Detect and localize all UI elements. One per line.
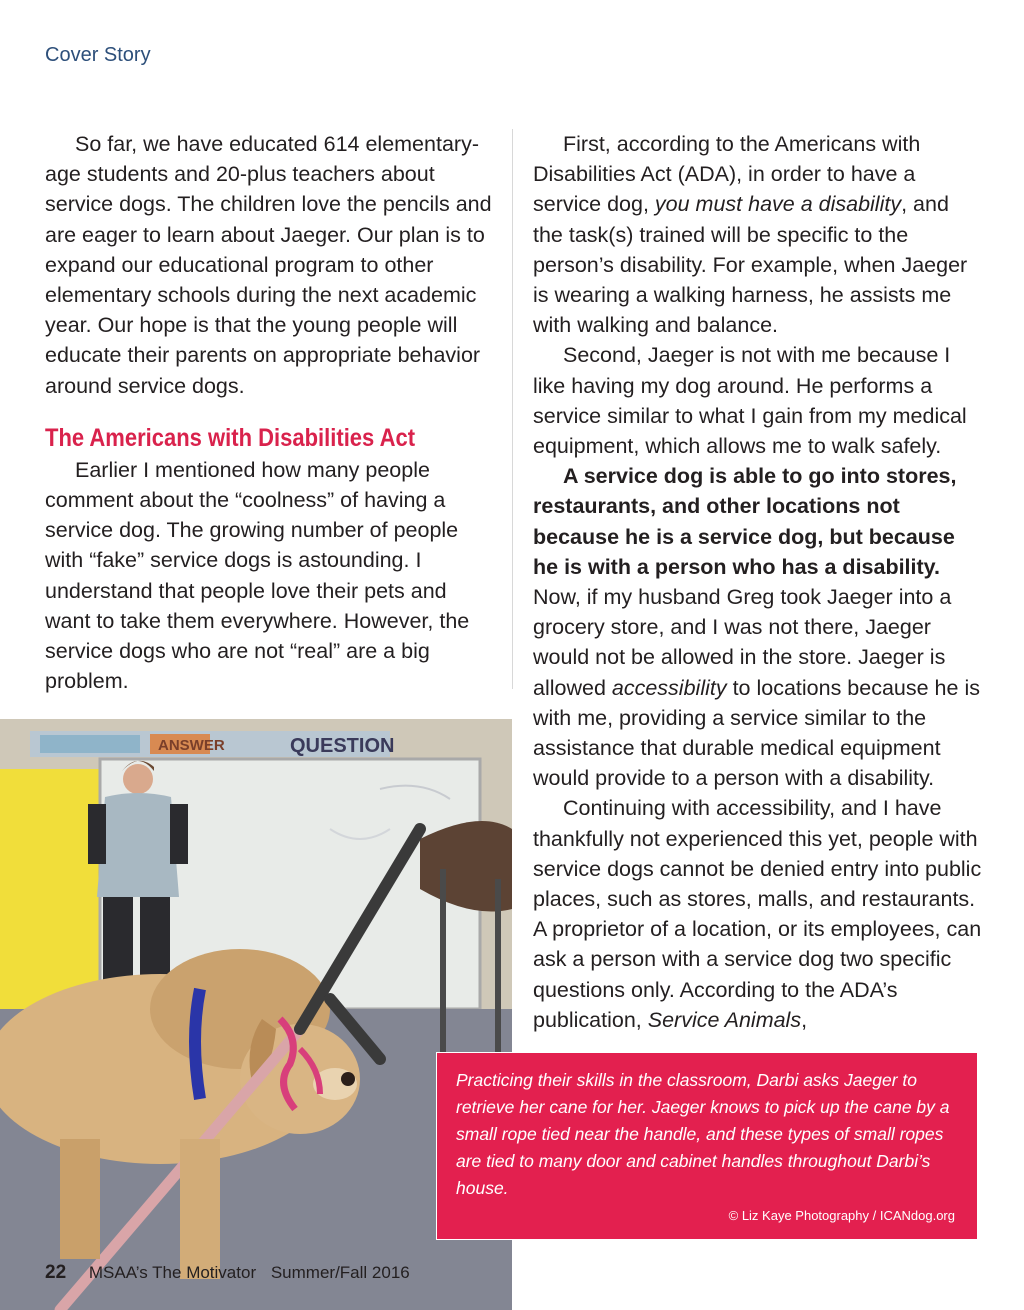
board-label-answer: ANSWER [158,737,225,754]
emphasis: Service Animals [647,1007,802,1032]
page-number: 22 [45,1262,67,1283]
publication-name: MSAA’s The Motivator [88,1263,257,1282]
paragraph: Second, Jaeger is not with me because I like having my dog around. He performs a service similar to what I gain from my medical equipment, which allows me to walk safely. [533,343,967,459]
paragraph: A service dog is able to go into stores, restaurants, and other locations not because he is a service dog, but because he is with a person who has a disability. Now, if my husband Greg took Jaeger into a grocery store, and I was not there, Jaeger would not be allowed in the store. Jaeger is allowed accessibility to locations because he is with me, providing a service similar to the assistance that durable medical equipment would provide to a person with a disability. [533,464,980,791]
emphasis: accessibility [611,675,727,700]
emphasis: you must have a disability [654,192,902,217]
bold-statement: A service dog is able to go into stores, restaurants, and other locations not because he is a service dog, but because he is with a person who has a disability. [533,464,957,579]
paragraph: First, according to the Americans with Disabilities Act (ADA), in order to have a service dog, you must have a disability, and the task(s) trained will be specific to the person’s disability. For example, when Jaeger is wearing a walking harness, he assists me with walking and balance. [533,132,968,338]
issue-label: Summer/Fall 2016 [270,1263,410,1282]
column-divider [512,129,513,689]
paragraph: So far, we have educated 614 elementary-age students and 20-plus teachers about service dogs. The children love the pencils and are eager to learn about Jaeger. Our plan is to expand our educational program to other elementary schools during the next academic year. Our hope is that the young people will educate their parents on appropriate behavior around service dogs. [45,132,492,398]
caption-text: Practicing their skills in the classroom, Darbi asks Jaeger to retrieve her cane for her. Jaeger knows to pick up the cane by a small rope tied near the handle, and these types of small ropes are tied to many door and cabinet handles throughout Darbi’s house. [456,1070,950,1198]
left-column [45,129,495,696]
section-heading: The Americans with Disabilities Act [45,423,416,452]
page-footer [45,1262,410,1284]
photo-credit: © Liz Kaye Photography / ICANdog.org [728,1208,955,1223]
board-label-question: QUESTION [290,735,395,757]
paragraph: Earlier I mentioned how many people comment about the “coolness” of having a service dog. The growing number of people with “fake” service dogs is astounding. I understand that people love their pets and want to take them everywhere. However, the service dogs who are not “real” are a big problem. [45,457,470,694]
photo-caption [436,1052,978,1240]
paragraph: Continuing with accessibility, and I have thankfully not experienced this yet, people with service dogs cannot be denied entry into public places, such as stores, malls, and restaurants. A proprietor of a location, or its employees, can ask a person with a service dog two specific questions only. According to the ADA’s publication, Service Animals, [533,796,982,1032]
section-label: Cover Story [45,44,151,66]
right-column [533,129,983,1035]
